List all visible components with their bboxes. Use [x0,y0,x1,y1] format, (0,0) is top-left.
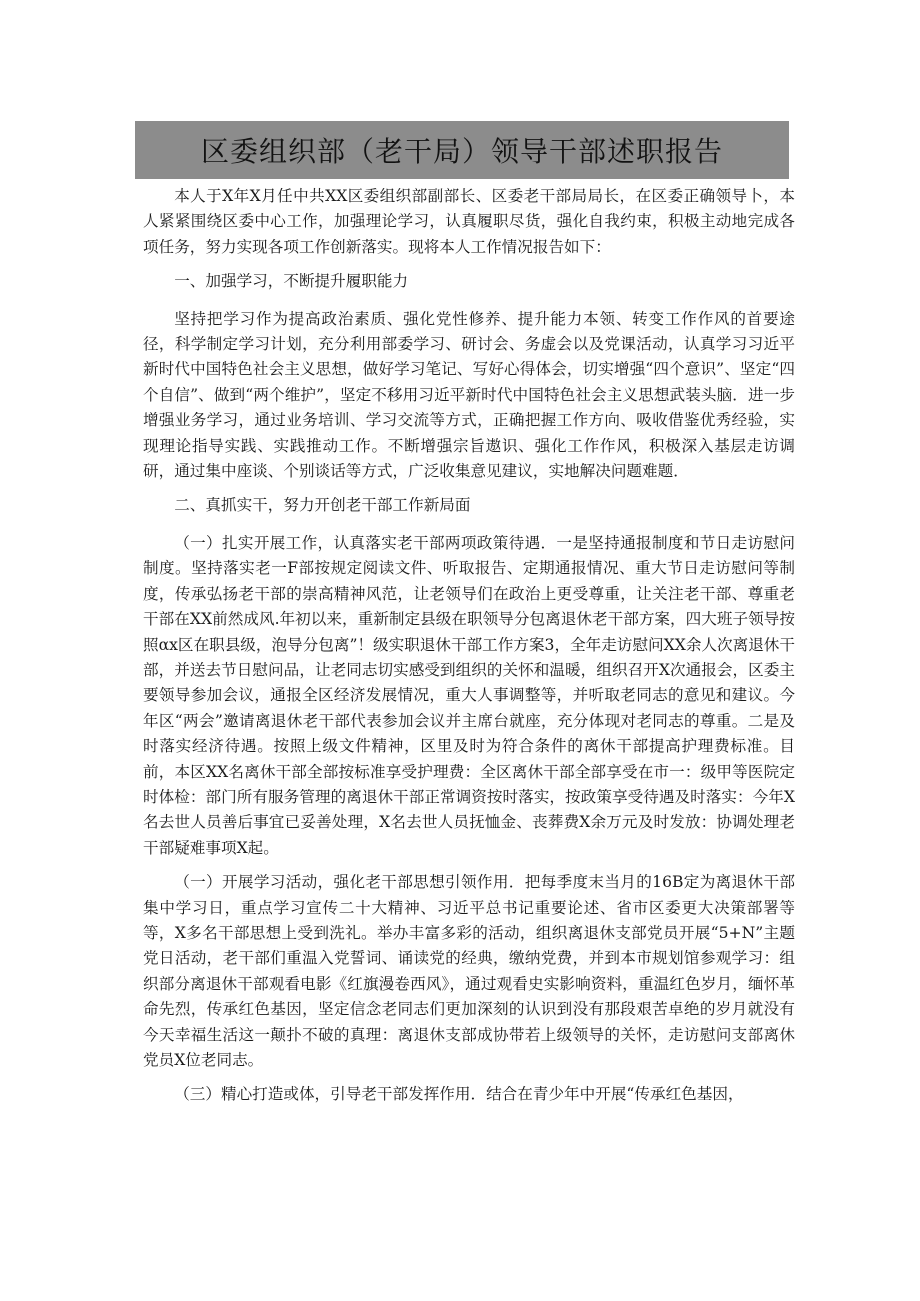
document-title: 区委组织部（老干局）领导干部述职报告 [200,135,723,168]
learning-activity-paragraph: （一）开展学习活动，强化老干部思想引领作用．把每季度末当月的16B定为离退休干部集中学习日，重点学习宣传二十大精神、习近平总书记重要论述、省市区委更大决策部署等等，X多名干部思想上受到洗礼。举办丰富多彩的活动，组织离退休支部党员开展“5+N”主题党日活动，老干部们重温入党誓词、诵读党的经典，缴纳党费，并到本市规划馆参观学习：组织部分离退休干部观看电影《红旗漫卷西风》，通过观看史实影响资料，重温红色岁月，缅怀革命先烈，传承红色基因，坚定信念老同志们更加深刻的认识到没有那段艰苦卓绝的岁月就没有今天幸福生活这一颠扑不破的真理：离退休支部成协带若上级领导的关怀，走访慰问支部离休党员X位老同志。 [143,873,795,1069]
title-banner [135,121,789,179]
section-heading-2: 二、真抓实干，努力开创老干部工作新局面 [174,496,471,515]
document-body [143,184,795,1117]
intro-paragraph: 本人于X年X月任中共XX区委组织部副部长、区委老干部局局长，在区委正确领导卜，本人紧紧围绕区委中心工作，加强理论学习，认真履职尽货，强化自我约束，积极主动地完成各项任务，努力实现各项工作创新落实。现将本人工作情况报告如下： [143,187,795,256]
study-paragraph: 坚持把学习作为提高政治素质、强化党性修养、提升能力本领、转变工作作风的首要途径，科学制定学习计划，充分利用部委学习、研讨会、务虚会以及党课活动，认真学习习近平新时代中国特色社会主义思想，做好学习笔记、写好心得体会，切实增强“四个意识”、坚定“四个自信”、做到“两个维护”，坚定不移用习近平新时代中国特色社会主义思想武装头脑．进一步增强业务学习，通过业务培训、学习交流等方式，正确把握工作方向、吸收借鉴优秀经验，实现理论指导实践、实践推动工作。不断增强宗旨遨识、强化工作作风，积极深入基层走访调研，通过集中座谈、个别谈话等方式，广泛收集意见建议，实地解决问题难题． [143,309,795,481]
policy-paragraph: （一）扎实开展工作，认真落实老干部两项政策待遇．一是坚持通报制度和节日走访慰问制度。坚持落实老一F部按规定阅读文件、听取报告、定期通报情况、重大节日走访慰问等制度，传承弘扬老干部的崇高精神风范，让老领导们在政治上更受尊重，让关注老干部、尊重老干部在XX前然成风.年初以来，重新制定县级在职领导分包离退休老干部方案，四大班子领导按照αx区在职县级，泡导分包离”！级实职退休干部工作方案3，全年走访慰问XX余人次离退休干部，并送去节日慰问品，让老同志切实感受到组织的关怀和温暖，组织召开X次通报会，区委主要领导参加会议，通报全区经济发展情况，重大人事调整等，并听取老同志的意见和建议。今年区“两会”邀请离退休老干部代表参加会议并主席台就座，充分体现对老同志的尊重。二是及时落实经济待遇。按照上级文件精神，区里及时为符合条件的离休干部提高护理费标准。目前，本区XX名离休干部全部按标准享受护理费：全区离休干部全部享受在市一：级甲等医院定时体检：部门所有服务管理的离退休干部正常调资按时落实，按政策享受待遇及时落实：今年X名去世人员善后事宜已妥善处理，X名去世人员抚恤金、丧葬费X余万元及时发放：协调处理老干部疑难事项X起。 [143,533,795,857]
carrier-paragraph: （三）精心打造或体，引导老干部发挥作用．结合在青少年中开展“传承红色基因， [174,1085,744,1104]
section-heading-1: 一、加强学习，不断提升履职能力 [174,272,409,291]
